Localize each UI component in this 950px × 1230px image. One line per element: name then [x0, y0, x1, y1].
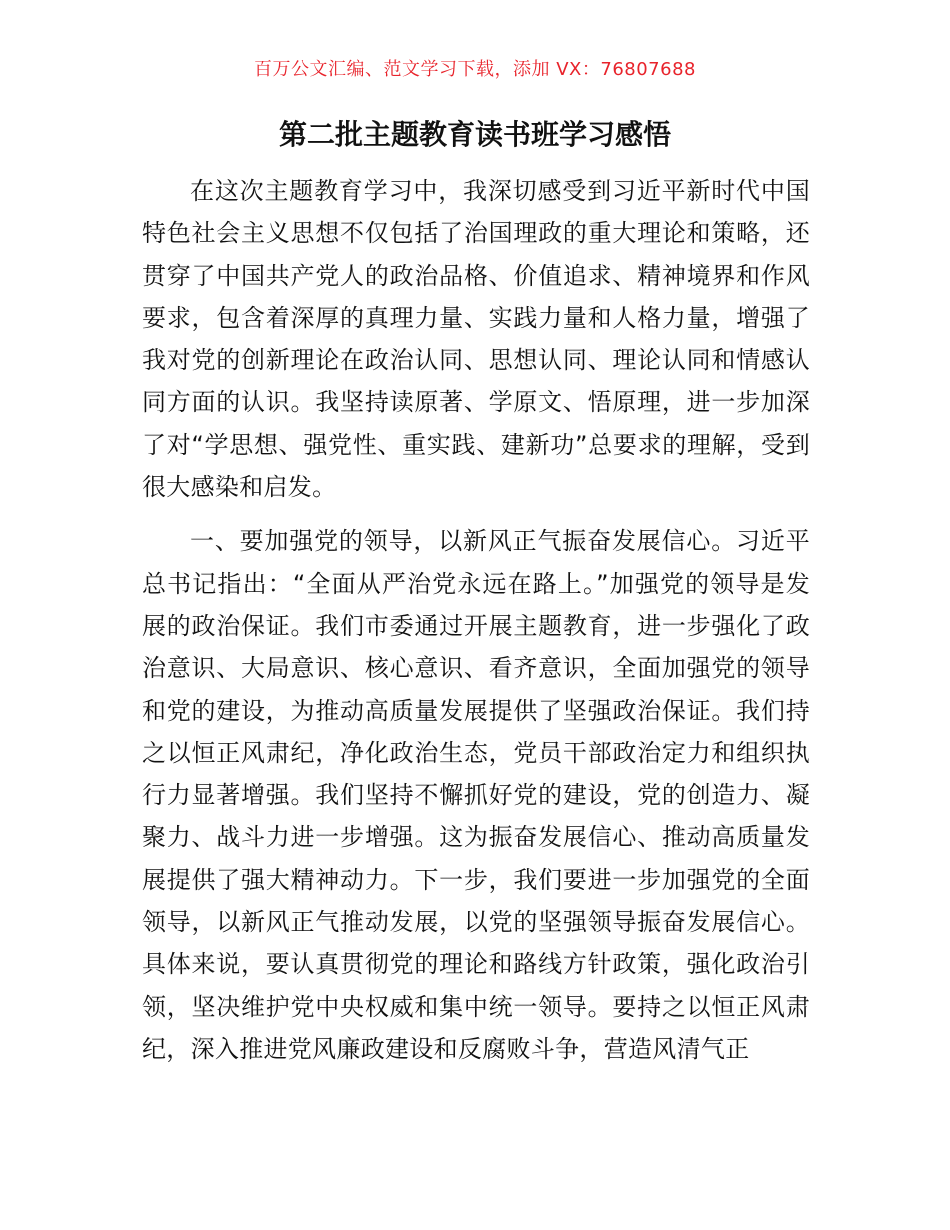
document-title: 第二批主题教育读书班学习感悟 [278, 118, 671, 151]
paragraph-intro: 在这次主题教育学习中，我深切感受到习近平新时代中国特色社会主义思想不仅包括了治国理政的重大理论和策略，还贯穿了中国共产党人的政治品格、价值追求、精神境界和作风要求，包含着深厚的真理力量、实践力量和人格力量，增强了我对党的创新理论在政治认同、思想认同、理论认同和情感认同方面的认识。我坚持读原著、学原文、悟原理，进一步加深了对“学思想、强党性、重实践、建新功”总要求的理解，受到很大感染和启发。 [142, 177, 810, 502]
paragraph-section-one: 一、要加强党的领导，以新风正气振奋发展信心。习近平总书记指出：“全面从严治党永远在路上。”加强党的领导是发展的政治保证。我们市委通过开展主题教育，进一步强化了政治意识、大局意识、核心意识、看齐意识，全面加强党的领导和党的建设，为推动高质量发展提供了坚强政治保证。我们持之以恒正风肃纪，净化政治生态，党员干部政治定力和组织执行力显著增强。我们坚持不懈抓好党的建设，党的创造力、凝聚力、战斗力进一步增强。这为振奋发展信心、推动高质量发展提供了强大精神动力。下一步，我们要进一步加强党的全面领导，以新风正气推动发展，以党的坚强领导振奋发展信心。具体来说，要认真贯彻党的理论和路线方针政策，强化政治引领，坚决维护党中央权威和集中统一领导。要持之以恒正风肃纪，深入推进党风廉政建设和反腐败斗争，营造风清气正 [142, 527, 810, 1063]
header-promo-note: 百万公文汇编、范文学习下载，添加 VX：76807688 [254, 59, 696, 80]
document-body [142, 170, 810, 1070]
